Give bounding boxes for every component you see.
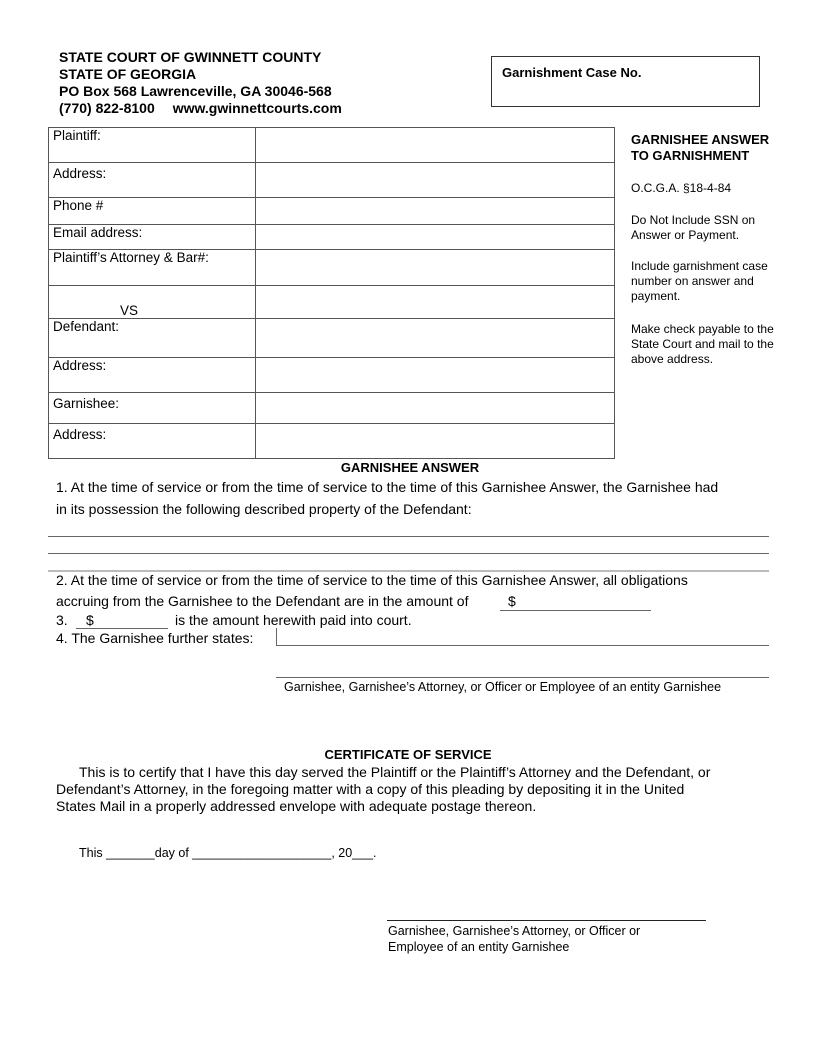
case-number-note xyxy=(631,259,768,304)
table-row xyxy=(49,358,615,393)
item1-line2: in its possession the following described property of the Defendant: xyxy=(56,501,472,517)
phone-field[interactable] xyxy=(256,198,615,225)
plaintiff-address-label: Address: xyxy=(49,163,256,198)
certificate-line2: Defendant’s Attorney, in the foregoing matter with a copy of this pleading by depositing it in the United xyxy=(56,781,685,797)
court-contact xyxy=(59,100,342,117)
email-field[interactable] xyxy=(256,225,615,250)
attorney-label: Plaintiff’s Attorney & Bar#: xyxy=(49,250,256,286)
table-row xyxy=(49,393,615,424)
note-line: number on answer and xyxy=(631,274,754,288)
court-header xyxy=(59,49,342,117)
plaintiff-field[interactable] xyxy=(256,128,615,163)
garnishee-address-field[interactable] xyxy=(256,424,615,459)
defendant-address-label: Address: xyxy=(49,358,256,393)
garnishee-label: Garnishee: xyxy=(49,393,256,424)
court-phone: (770) 822-8100 xyxy=(59,100,155,116)
plaintiff-label: Plaintiff: xyxy=(49,128,256,163)
plaintiff-address-field[interactable] xyxy=(256,163,615,198)
dollar-sign: $ xyxy=(86,612,94,628)
property-line-1[interactable] xyxy=(48,536,769,537)
vs-field[interactable] xyxy=(256,286,615,319)
table-row xyxy=(49,163,615,198)
ssn-note xyxy=(631,213,755,243)
item2-line1: 2. At the time of service or from the time of service to the time of this Garnishee Answer, all obligations xyxy=(56,572,688,588)
form-title xyxy=(631,132,769,164)
ssn-note-line: Answer or Payment. xyxy=(631,228,740,242)
garnishee-field[interactable] xyxy=(256,393,615,424)
defendant-address-field[interactable] xyxy=(256,358,615,393)
garnishee-address-label: Address: xyxy=(49,424,256,459)
certificate-signature-caption xyxy=(388,923,640,955)
table-row xyxy=(49,128,615,163)
certificate-title: CERTIFICATE OF SERVICE xyxy=(324,747,492,762)
item3-number: 3. xyxy=(56,612,68,628)
field-divider xyxy=(276,628,277,645)
item2-line2: accruing from the Garnishee to the Defendant are in the amount of xyxy=(56,593,469,609)
court-name: STATE COURT OF GWINNETT COUNTY xyxy=(59,49,322,65)
further-states-field[interactable] xyxy=(276,645,769,646)
paid-amount-field[interactable] xyxy=(76,628,168,629)
state-name: STATE OF GEORGIA xyxy=(59,66,197,82)
court-address: PO Box 568 Lawrenceville, GA 30046-568 xyxy=(59,83,332,99)
table-row xyxy=(49,250,615,286)
vs-label: VS xyxy=(49,286,256,319)
certificate-date-line[interactable]: This _______day of ____________________, 20___. xyxy=(79,846,377,860)
certificate-line1: This is to certify that I have this day served the Plaintiff or the Plaintiff’s Attorney and the Defendant, or xyxy=(79,764,711,780)
parties-table xyxy=(48,127,615,459)
dollar-sign: $ xyxy=(508,593,516,609)
item1-line1: 1. At the time of service or from the time of service to the time of this Garnishee Answer, the Garnishee had xyxy=(56,479,719,495)
ssn-note-line: Do Not Include SSN on xyxy=(631,213,756,227)
note-line: Include garnishment case xyxy=(631,259,768,273)
caption-line: Employee of an entity Garnishee xyxy=(388,940,570,954)
certificate-line3: States Mail in a properly addressed envelope with adequate postage thereon. xyxy=(56,798,537,814)
note-line: Make check payable to the xyxy=(631,322,774,336)
case-number-box[interactable] xyxy=(491,56,760,107)
table-row xyxy=(49,319,615,358)
signature-caption: Garnishee, Garnishee’s Attorney, or Officer or Employee of an entity Garnishee xyxy=(284,680,722,694)
case-number-label: Garnishment Case No. xyxy=(502,65,642,80)
table-row xyxy=(49,198,615,225)
answer-title: GARNISHEE ANSWER xyxy=(340,460,480,475)
payment-note xyxy=(631,322,774,367)
note-line: State Court and mail to the xyxy=(631,337,774,351)
table-row xyxy=(49,286,615,319)
note-line: payment. xyxy=(631,289,681,303)
caption-line: Garnishee, Garnishee’s Attorney, or Officer or xyxy=(388,924,641,938)
email-label: Email address: xyxy=(49,225,256,250)
defendant-label: Defendant: xyxy=(49,319,256,358)
certificate-signature-line[interactable] xyxy=(387,920,706,921)
table-row xyxy=(49,424,615,459)
table-row xyxy=(49,225,615,250)
form-title-line1: GARNISHEE ANSWER xyxy=(631,132,770,147)
signature-line[interactable] xyxy=(276,677,769,678)
defendant-field[interactable] xyxy=(256,319,615,358)
item3-text: is the amount herewith paid into court. xyxy=(175,612,412,628)
phone-label: Phone # xyxy=(49,198,256,225)
item4-text: 4. The Garnishee further states: xyxy=(56,630,254,646)
form-title-line2: TO GARNISHMENT xyxy=(631,148,750,163)
statute: O.C.G.A. §18-4-84 xyxy=(631,181,732,195)
court-website: www.gwinnettcourts.com xyxy=(172,100,342,116)
obligations-amount-field[interactable] xyxy=(500,610,651,611)
property-line-2[interactable] xyxy=(48,553,769,554)
attorney-field[interactable] xyxy=(256,250,615,286)
note-line: above address. xyxy=(631,352,714,366)
